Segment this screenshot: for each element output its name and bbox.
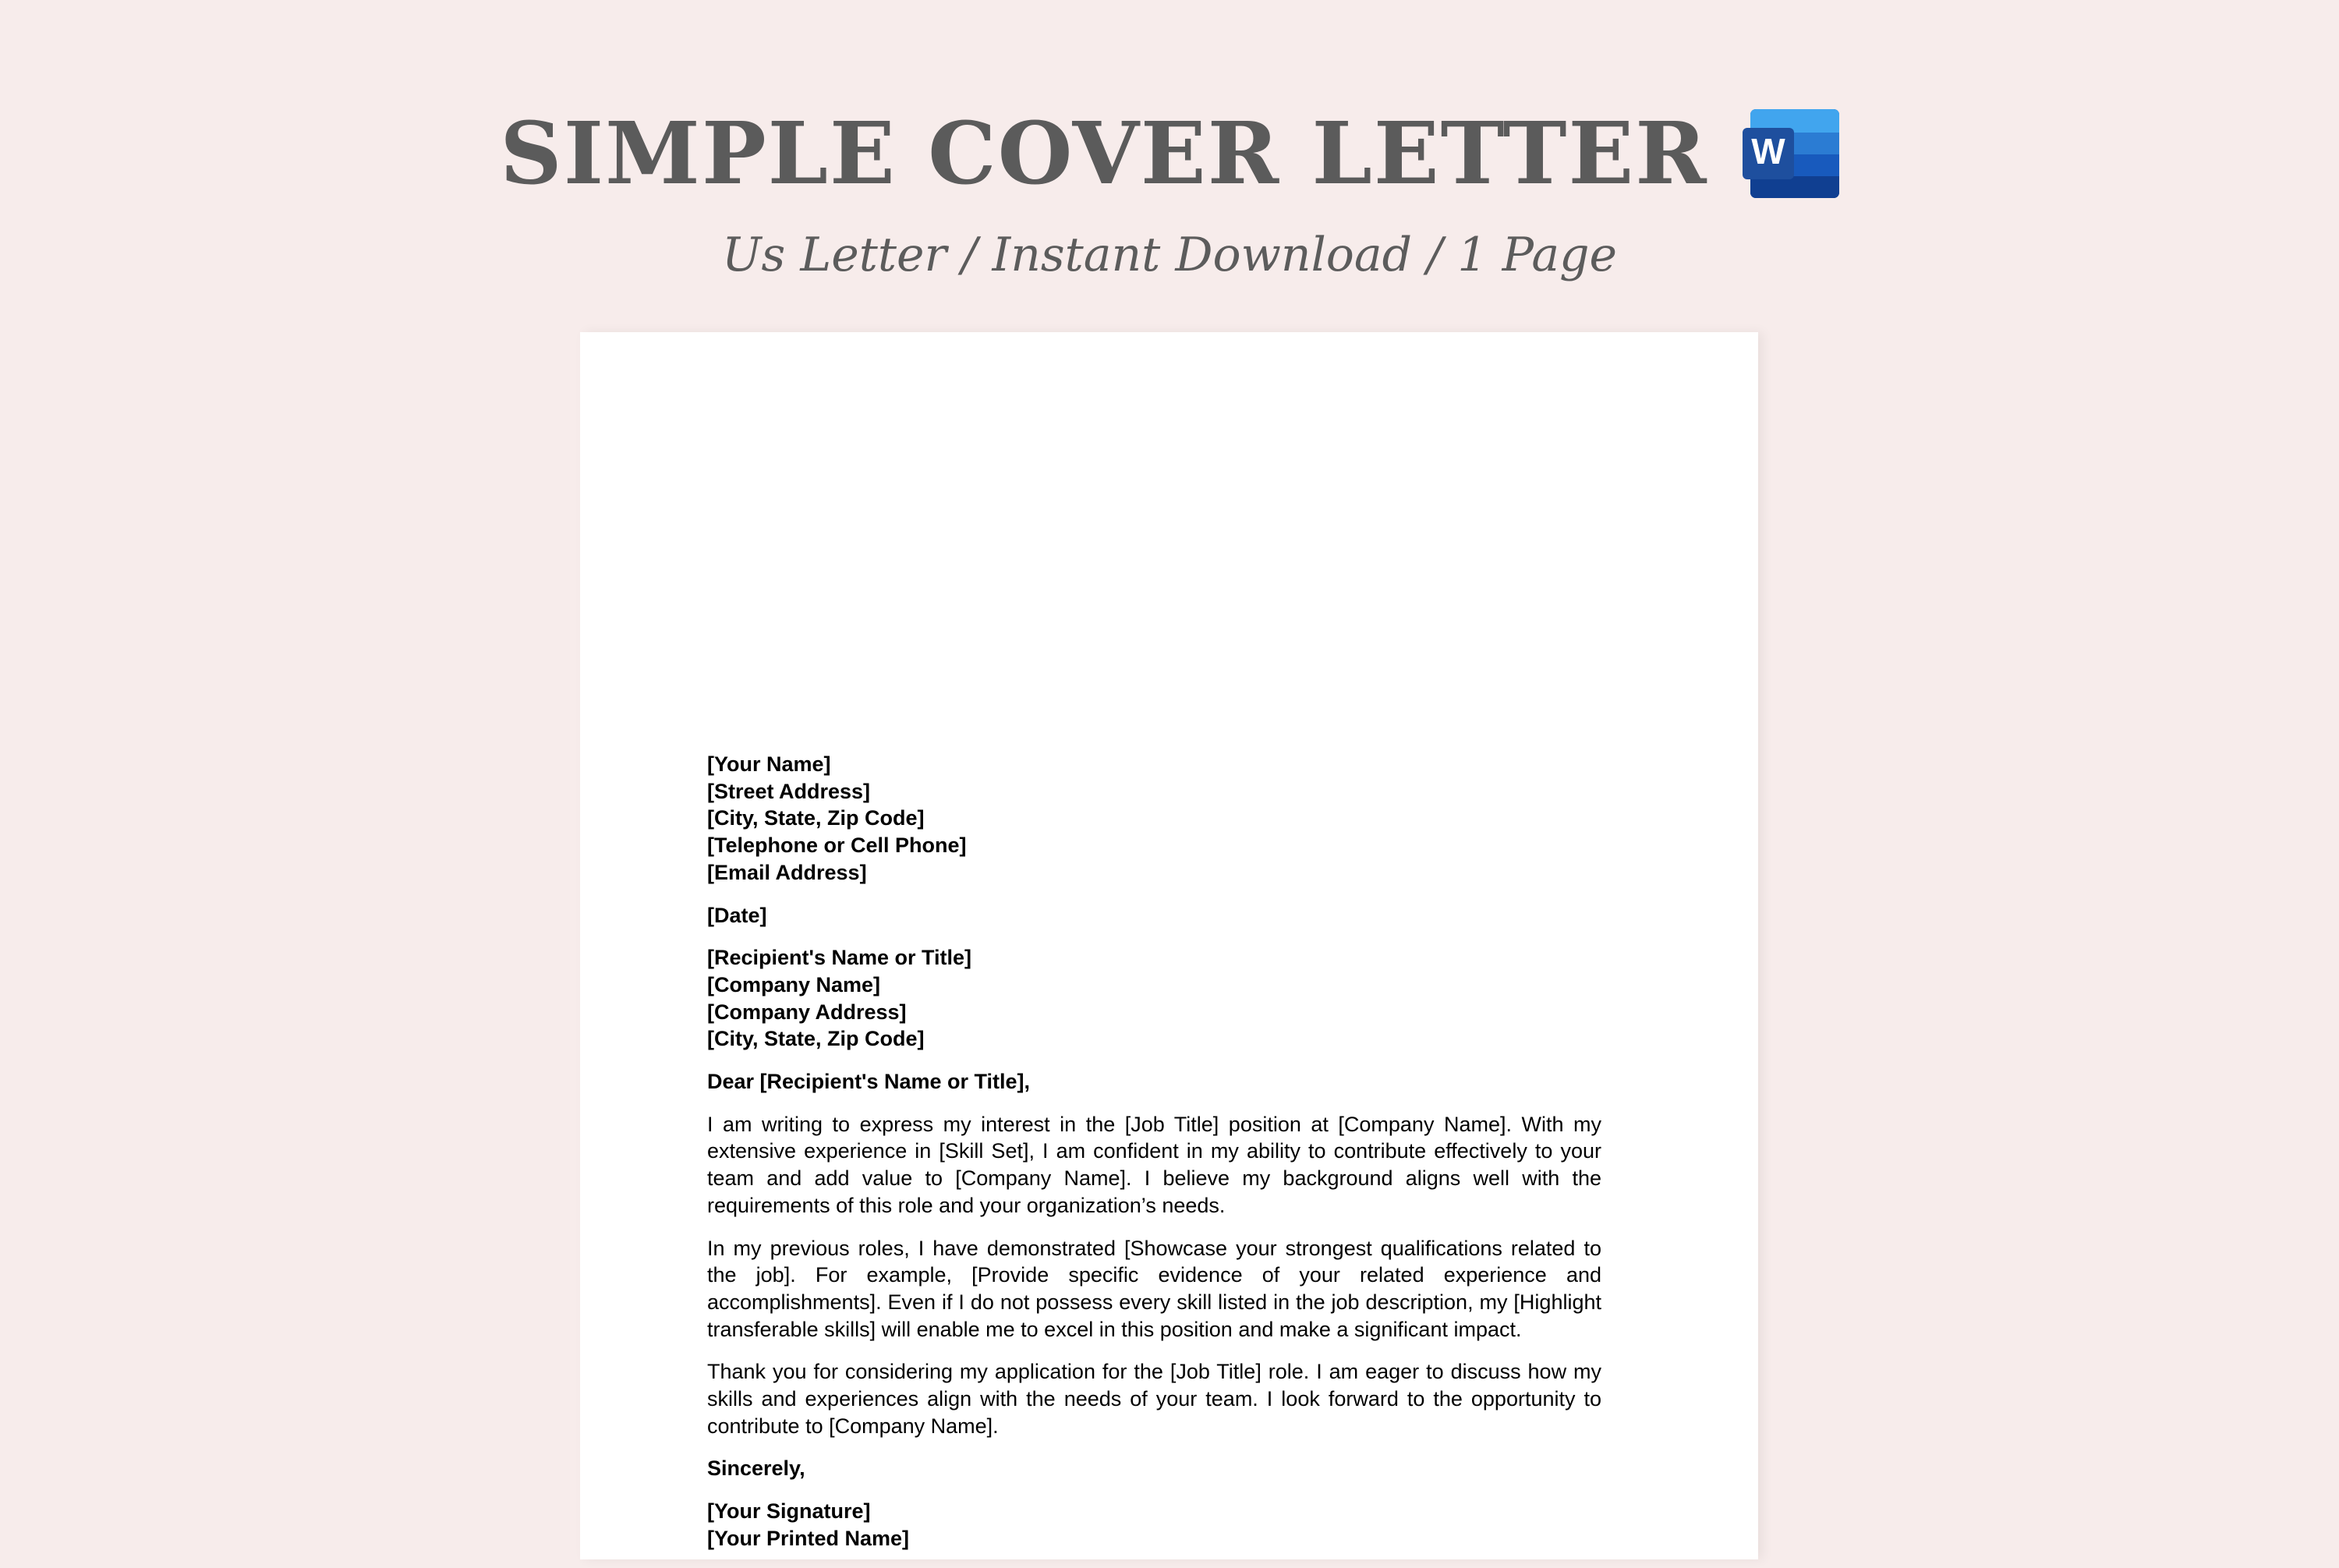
signature-line: [Your Signature]	[707, 1499, 871, 1524]
recipient-name: [Recipient's Name or Title]	[707, 946, 972, 970]
paragraph-2: In my previous roles, I have demonstrated [Showcase your strongest qualifications related to the job]. For example, [Provide specific evidence of your related experience and accomplishments]. Even if I do not possess every skill listed in the job description, my [Highlight transferable skills] will enable me to excel in this position and make a significant impact.	[707, 1236, 1601, 1341]
microsoft-word-icon	[1743, 109, 1839, 198]
signature	[707, 1498, 1601, 1552]
recipient-company: [Company Name]	[707, 972, 881, 996]
recipient-block	[707, 944, 1601, 1053]
sender-name: [Your Name]	[707, 752, 831, 776]
salutation: Dear [Recipient's Name or Title],	[707, 1070, 1031, 1094]
sender-street: [Street Address]	[707, 779, 871, 803]
paragraph-3: Thank you for considering my application for the [Job Title] role. I am eager to discuss how my skills and experiences align with the needs of your team. I look forward to the opportunity to contribute to [Company Name].	[707, 1360, 1601, 1438]
closing: Sincerely,	[707, 1457, 805, 1481]
printed-name: [Your Printed Name]	[707, 1526, 910, 1550]
letter-document	[580, 332, 1758, 1559]
sender-block	[707, 751, 1601, 887]
letter-body	[707, 751, 1601, 1568]
header	[0, 103, 2339, 204]
sender-phone: [Telephone or Cell Phone]	[707, 834, 967, 858]
page-title: SIMPLE COVER LETTER	[500, 103, 1708, 204]
page-subtitle: Us Letter / Instant Download / 1 Page	[721, 228, 1618, 282]
recipient-address: [Company Address]	[707, 1000, 907, 1024]
sender-city: [City, State, Zip Code]	[707, 806, 925, 830]
sender-email: [Email Address]	[707, 860, 867, 884]
word-icon-letter: W	[1751, 131, 1785, 172]
paragraph-1: I am writing to express my interest in the [Job Title] position at [Company Name]. With my extensive experience in [Skill Set], I am confident in my ability to contribute effectively to your team and add value to [Company Name]. I believe my background aligns well with the requirements of this role and your organization’s needs.	[707, 1112, 1601, 1217]
recipient-city: [City, State, Zip Code]	[707, 1027, 925, 1051]
letter-date: [Date]	[707, 903, 767, 927]
